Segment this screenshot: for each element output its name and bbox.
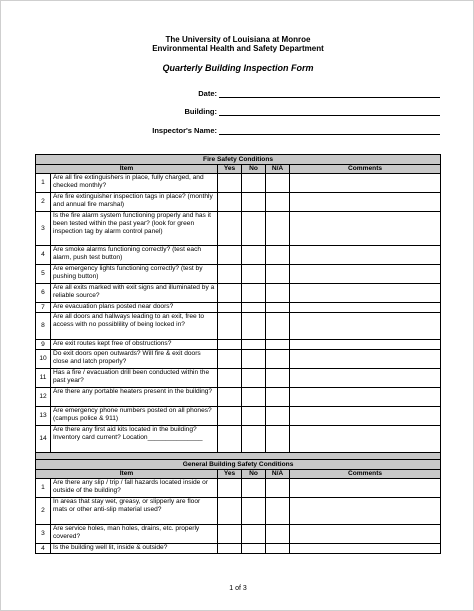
item-number: 3: [36, 525, 51, 544]
university-name: The University of Louisiana at Monroe: [165, 35, 311, 44]
yes-cell[interactable]: [218, 479, 242, 498]
col-comments: Comments: [290, 470, 441, 479]
inspector-line[interactable]: [219, 134, 440, 135]
na-cell[interactable]: [266, 174, 290, 193]
building-line[interactable]: [219, 115, 440, 116]
item-text: Are exit routes kept free of obstructions?: [51, 340, 218, 350]
comment-cell[interactable]: [290, 340, 441, 350]
item-number: 1: [36, 174, 51, 193]
na-cell[interactable]: [266, 313, 290, 340]
na-cell[interactable]: [266, 388, 290, 407]
yes-cell[interactable]: [218, 284, 242, 303]
table-row: [36, 174, 441, 193]
yes-cell[interactable]: [218, 426, 242, 453]
na-cell[interactable]: [266, 265, 290, 284]
yes-cell[interactable]: [218, 340, 242, 350]
no-cell[interactable]: [242, 340, 266, 350]
item-text: Are emergency lights functioning correctly? (test by pushing button): [51, 265, 218, 284]
comment-cell[interactable]: [290, 313, 441, 340]
yes-cell[interactable]: [218, 525, 242, 544]
table-row: [36, 246, 441, 265]
na-cell[interactable]: [266, 193, 290, 212]
yes-cell[interactable]: [218, 350, 242, 369]
col-yes: Yes: [218, 470, 242, 479]
yes-cell[interactable]: [218, 212, 242, 246]
form-title: Quarterly Building Inspection Form: [162, 63, 314, 73]
comment-cell[interactable]: [290, 479, 441, 498]
fire-section-title: Fire Safety Conditions: [36, 155, 441, 165]
na-cell[interactable]: [266, 303, 290, 313]
yes-cell[interactable]: [218, 369, 242, 388]
item-text: Are all doors and hallways leading to an exit, free to access with no possiblility of being locked in?: [51, 313, 218, 340]
item-text: Are service holes, man holes, drains, etc. properly covered?: [51, 525, 218, 544]
comment-cell[interactable]: [290, 212, 441, 246]
na-cell[interactable]: [266, 525, 290, 544]
yes-cell[interactable]: [218, 174, 242, 193]
item-number: 12: [36, 388, 51, 407]
item-text: Are evacuation plans posted near doors?: [51, 303, 218, 313]
item-text: Are there any portable heaters present in the building?: [51, 388, 218, 407]
department-name: Environmental Health and Safety Department: [152, 44, 324, 53]
col-no: No: [242, 470, 266, 479]
comment-cell[interactable]: [290, 407, 441, 426]
item-text: Are fire extinguisher inspection tags in place? (monthly and annual fire marshal): [51, 193, 218, 212]
comment-cell[interactable]: [290, 544, 441, 554]
comment-cell[interactable]: [290, 303, 441, 313]
table-row: [36, 265, 441, 284]
table-row: [36, 350, 441, 369]
yes-cell[interactable]: [218, 303, 242, 313]
table-row: [36, 479, 441, 498]
no-cell[interactable]: [242, 407, 266, 426]
na-cell[interactable]: [266, 479, 290, 498]
item-text: Are smoke alarms functioning correctly? (test each alarm, push test button): [51, 246, 218, 265]
yes-cell[interactable]: [218, 388, 242, 407]
item-number: 3: [36, 212, 51, 246]
item-number: 4: [36, 544, 51, 554]
item-number: 14: [36, 426, 51, 453]
no-cell[interactable]: [242, 525, 266, 544]
item-text: Are all fire extinguishers in place, fully charged, and checked monthly?: [51, 174, 218, 193]
no-cell[interactable]: [242, 193, 266, 212]
no-cell[interactable]: [242, 174, 266, 193]
col-comments: Comments: [290, 165, 441, 174]
yes-cell[interactable]: [218, 265, 242, 284]
yes-cell[interactable]: [218, 313, 242, 340]
item-number: 5: [36, 265, 51, 284]
section-divider: [36, 453, 441, 460]
table-row: [36, 212, 441, 246]
comment-cell[interactable]: [290, 174, 441, 193]
col-na: N/A: [266, 165, 290, 174]
no-cell[interactable]: [242, 426, 266, 453]
table-row: [36, 284, 441, 303]
comment-cell[interactable]: [290, 193, 441, 212]
yes-cell[interactable]: [218, 498, 242, 525]
item-number: 10: [36, 350, 51, 369]
comment-cell[interactable]: [290, 284, 441, 303]
date-label: Date:: [198, 89, 217, 98]
item-number: 4: [36, 246, 51, 265]
no-cell[interactable]: [242, 479, 266, 498]
no-cell[interactable]: [242, 265, 266, 284]
table-row: [36, 340, 441, 350]
col-na: N/A: [266, 470, 290, 479]
inspector-label: Inspector's Name:: [152, 126, 217, 135]
no-cell[interactable]: [242, 544, 266, 554]
item-number: 11: [36, 369, 51, 388]
na-cell[interactable]: [266, 426, 290, 453]
general-section-header: [36, 460, 441, 470]
item-text: Are there any slip / trip / fall hazards located inside or outside of the building?: [51, 479, 218, 498]
item-number: 6: [36, 284, 51, 303]
item-text: Are all exits marked with exit signs and illuminated by a reliable source?: [51, 284, 218, 303]
table-row: [36, 407, 441, 426]
no-cell[interactable]: [242, 369, 266, 388]
yes-cell[interactable]: [218, 544, 242, 554]
comment-cell[interactable]: [290, 426, 441, 453]
item-number: 8: [36, 313, 51, 340]
item-number: 2: [36, 193, 51, 212]
table-row: [36, 313, 441, 340]
date-line[interactable]: [219, 97, 440, 98]
item-text: Is the fire alarm system functioning properly and has it been tested within the past year? (look for green inspection tag by alarm control panel): [51, 212, 218, 246]
item-number: 13: [36, 407, 51, 426]
no-cell[interactable]: [242, 212, 266, 246]
table-row: [36, 388, 441, 407]
no-cell[interactable]: [242, 313, 266, 340]
table-row: [36, 303, 441, 313]
inspection-table: [35, 154, 441, 554]
no-cell[interactable]: [242, 350, 266, 369]
yes-cell[interactable]: [218, 407, 242, 426]
table-row: [36, 426, 441, 453]
table-row: [36, 369, 441, 388]
table-row: [36, 193, 441, 212]
divider-cell: [36, 453, 441, 460]
na-cell[interactable]: [266, 369, 290, 388]
table-row: [36, 544, 441, 554]
na-cell[interactable]: [266, 498, 290, 525]
col-item: Item: [36, 470, 218, 479]
yes-cell[interactable]: [218, 193, 242, 212]
table-row: [36, 498, 441, 525]
no-cell[interactable]: [242, 246, 266, 265]
col-yes: Yes: [218, 165, 242, 174]
building-label: Building:: [184, 107, 217, 116]
item-text: Do exit doors open outwards? Will fire & exit doors close and latch properly?: [51, 350, 218, 369]
fire-section-header: [36, 155, 441, 165]
no-cell[interactable]: [242, 388, 266, 407]
item-text: Is the building well lit, inside & outside?: [51, 544, 218, 554]
item-text: Are there any first aid kits located in the building? Inventory card current? Location_______________: [51, 426, 218, 453]
table-row: [36, 525, 441, 544]
comment-cell[interactable]: [290, 265, 441, 284]
na-cell[interactable]: [266, 350, 290, 369]
general-section-title: General Building Safety Conditions: [36, 460, 441, 470]
fire-column-headers: [36, 165, 441, 174]
comment-cell[interactable]: [290, 350, 441, 369]
item-text: Are emergency phone numbers posted on all phones? (campus police & 911): [51, 407, 218, 426]
page-number: 1 of 3: [229, 585, 247, 592]
item-number: 9: [36, 340, 51, 350]
col-item: Item: [36, 165, 218, 174]
na-cell[interactable]: [266, 340, 290, 350]
comment-cell[interactable]: [290, 388, 441, 407]
general-column-headers: [36, 470, 441, 479]
na-cell[interactable]: [266, 284, 290, 303]
na-cell[interactable]: [266, 246, 290, 265]
yes-cell[interactable]: [218, 246, 242, 265]
no-cell[interactable]: [242, 284, 266, 303]
comment-cell[interactable]: [290, 498, 441, 525]
na-cell[interactable]: [266, 407, 290, 426]
comment-cell[interactable]: [290, 525, 441, 544]
item-number: 7: [36, 303, 51, 313]
item-number: 1: [36, 479, 51, 498]
item-text: In areas that stay wet, greasy, or slipperly are floor mats or other anti-slip material used?: [51, 498, 218, 525]
comment-cell[interactable]: [290, 369, 441, 388]
no-cell[interactable]: [242, 498, 266, 525]
no-cell[interactable]: [242, 303, 266, 313]
comment-cell[interactable]: [290, 246, 441, 265]
na-cell[interactable]: [266, 212, 290, 246]
na-cell[interactable]: [266, 544, 290, 554]
item-number: 2: [36, 498, 51, 525]
col-no: No: [242, 165, 266, 174]
item-text: Has a fire / evacuation drill been conducted within the past year?: [51, 369, 218, 388]
